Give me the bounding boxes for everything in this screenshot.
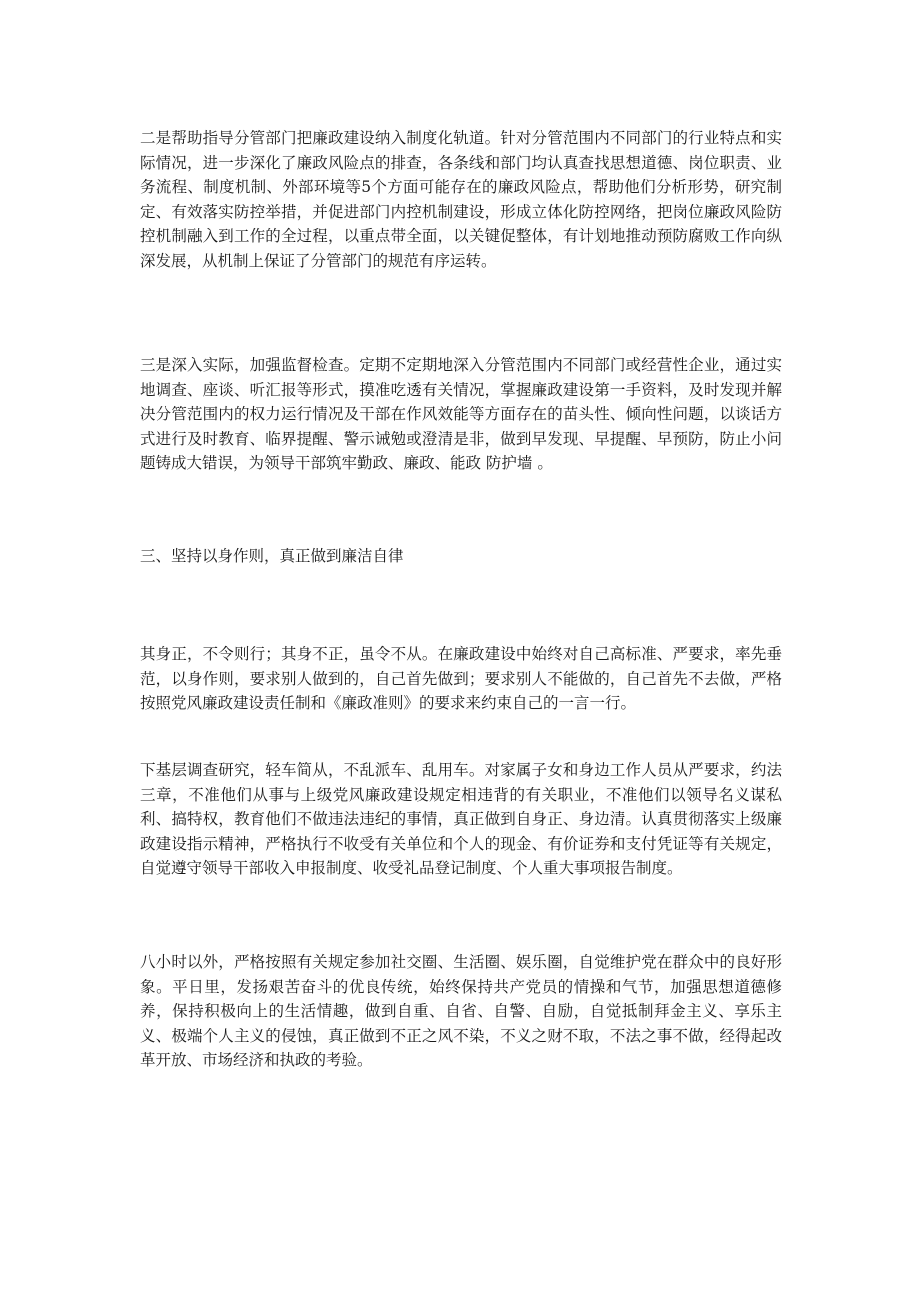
paragraph-grassroots-research: 下基层调查研究，轻车简从，不乱派车、乱用车。对家属子女和身边工作人员从严要求，约法三章，不准他们从事与上级党风廉政建设规定相违背的有关职业，不准他们以领导名义谋私利、搞特权，教育他们不做违法违纪的事情，真正做到自身正、身边清。认真贯彻落实上级廉政建设指示精神，严格执行不收受有关单位和个人的现金、有价证券和支付凭证等有关规定，自觉遵守领导干部收入申报制度、收受礼品登记制度、个人重大事项报告制度。 [140,761,782,877]
paragraph-lead-by-example: 其身正，不令则行；其身不正，虽令不从。在廉政建设中始终对自己高标准、严要求，率先垂范，以身作则，要求别人做到的，自己首先做到；要求别人不能做的，自己首先不去做，严格按照党风廉政建设责任制和《廉政准则》的要求来约束自己的一言一行。 [140,645,782,712]
paragraph-2-supervision-guidance: 二是帮助指导分管部门把廉政建设纳入制度化轨道。针对分管范围内不同部门的行业特点和实际情况，进一步深化了廉政风险点的排查，各条线和部门均认真查找思想道德、岗位职责、业务流程、制度机制、外部环境等5个方面可能存在的廉政风险点，帮助他们分析形势，研究制定、有效落实防控举措，并促进部门内控机制建设，形成立体化防控网络，把岗位廉政风险防控机制融入到工作的全过程，以重点带全面，以关键促整体，有计划地推动预防腐败工作向纵深发展，从机制上保证了分管部门的规范有序运转。 [140,129,782,270]
paragraph-after-hours: 八小时以外，严格按照有关规定参加社交圈、生活圈、娱乐圈，自觉维护党在群众中的良好形象。平日里，发扬艰苦奋斗的优良传统，始终保持共产党员的情操和气节，加强思想道德修养，保持积极向上的生活情趣，做到自重、自省、自警、自励，自觉抵制拜金主义、享乐主义、极端个人主义的侵蚀，真正做到不正之风不染，不义之财不取，不法之事不做，经得起改革开放、市场经济和执政的考验。 [140,953,782,1069]
paragraph-3-inspection: 三是深入实际，加强监督检查。定期不定期地深入分管范围内不同部门或经营性企业，通过实地调查、座谈、听汇报等形式，摸准吃透有关情况，掌握廉政建设第一手资料，及时发现并解决分管范围内的权力运行情况及干部在作风效能等方面存在的苗头性、倾向性问题，以谈话方式进行及时教育、临界提醒、警示诫勉或澄清是非，做到早发现、早提醒、早预防，防止小问题铸成大错误，为领导干部筑牢勤政、廉政、能政 防护墙 。 [140,356,782,472]
section-heading-3: 三、坚持以身作则，真正做到廉洁自律 [140,547,404,565]
